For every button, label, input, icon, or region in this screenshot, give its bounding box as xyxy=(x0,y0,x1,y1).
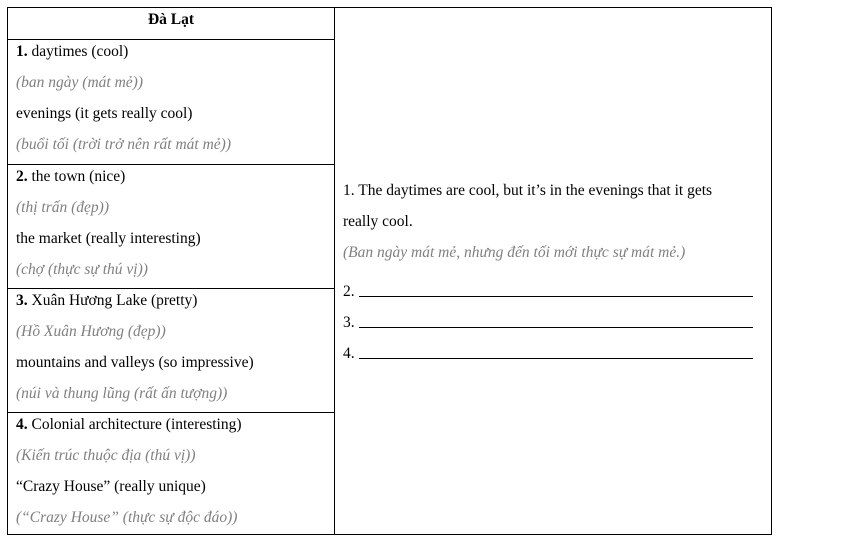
prompt-number: 2. xyxy=(16,168,28,185)
prompt-cell-2 xyxy=(8,165,334,289)
prompts-column xyxy=(8,8,335,534)
prompt-table xyxy=(7,7,772,535)
answer-underline xyxy=(359,296,753,297)
answers-column xyxy=(335,8,771,534)
prompt-translation: (“Crazy House” (thực sự độc đáo)) xyxy=(16,509,238,526)
example-answer-line-2: really cool. xyxy=(343,213,413,230)
prompt-number: 4. xyxy=(16,416,28,433)
answer-number: 2. xyxy=(343,283,355,300)
prompt-translation: (Hồ Xuân Hương (đẹp)) xyxy=(16,323,166,340)
prompt-item: “Crazy House” (really unique) xyxy=(16,478,206,495)
prompt-line xyxy=(16,40,334,71)
answer-underline xyxy=(359,358,753,359)
answer-blank-3[interactable] xyxy=(343,303,753,334)
table-header-title: Đà Lạt xyxy=(8,8,334,40)
prompt-translation: (Kiến trúc thuộc địa (thú vị)) xyxy=(16,447,196,464)
prompt-item: the town (nice) xyxy=(27,168,126,185)
answer-blank-2[interactable] xyxy=(343,272,753,303)
answer-block xyxy=(343,179,753,365)
prompt-item: the market (really interesting) xyxy=(16,230,201,247)
answer-number: 3. xyxy=(343,314,355,331)
answer-number: 4. xyxy=(343,345,355,362)
prompt-translation: (núi và thung lũng (rất ấn tượng)) xyxy=(16,385,228,402)
prompt-line xyxy=(16,165,334,196)
prompt-item: Colonial architecture (interesting) xyxy=(27,416,242,433)
answer-blank-4[interactable] xyxy=(343,334,753,365)
prompt-translation: (ban ngày (mát mẻ)) xyxy=(16,74,143,91)
answer-underline xyxy=(359,327,753,328)
example-answer-line-1: 1. The daytimes are cool, but it’s in the evenings that it gets xyxy=(343,182,713,199)
prompt-item: Xuân Hương Lake (pretty) xyxy=(27,292,198,309)
prompt-number: 3. xyxy=(16,292,28,309)
prompt-line xyxy=(16,289,334,320)
prompt-item: mountains and valleys (so impressive) xyxy=(16,354,254,371)
prompt-item: daytimes (cool) xyxy=(27,43,129,60)
prompt-cell-4 xyxy=(8,413,334,536)
prompt-number: 1. xyxy=(16,43,28,60)
example-answer-translation: (Ban ngày mát mẻ, nhưng đến tối mới thực sự mát mẻ.) xyxy=(343,244,686,261)
prompt-item: evenings (it gets really cool) xyxy=(16,105,193,122)
prompt-translation: (chợ (thực sự thú vị)) xyxy=(16,261,148,278)
prompt-cell-1 xyxy=(8,40,334,165)
prompt-line xyxy=(16,413,334,444)
prompt-cell-3 xyxy=(8,289,334,413)
prompt-translation: (buổi tối (trời trở nên rất mát mẻ)) xyxy=(16,136,232,153)
prompt-translation: (thị trấn (đẹp)) xyxy=(16,199,109,216)
